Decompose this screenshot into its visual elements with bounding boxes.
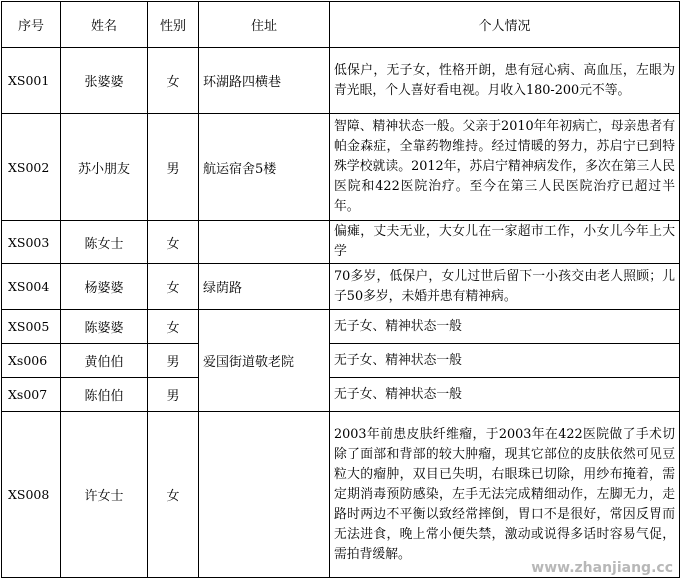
table-row xyxy=(2,264,680,310)
table-row xyxy=(2,114,680,221)
header-name: 姓名 xyxy=(61,2,148,48)
cell-address xyxy=(199,221,330,264)
cell-info: 偏瘫，丈夫无业，大女儿在一家超市工作，小女儿今年上大学 xyxy=(330,221,680,264)
cell-name: 陈女士 xyxy=(61,221,148,264)
cell-info: 智障、精神状态一般。父亲于2010年年初病亡，母亲患者有帕金森症，全靠药物维持。经过情暖的努力，苏启宁已到特殊学校就读。2012年，苏启宁精神病发作，多次在第三人民医院和422医院治疗。至今在第三人民医院治疗已超过半年。 xyxy=(330,114,680,221)
cell-address: 环湖路四横巷 xyxy=(199,48,330,114)
table-row xyxy=(2,344,680,378)
cell-id: XS008 xyxy=(2,412,61,578)
cell-address xyxy=(199,412,330,578)
cell-name: 苏小朋友 xyxy=(61,114,148,221)
cell-gender: 男 xyxy=(148,378,199,412)
table-row xyxy=(2,221,680,264)
resident-table xyxy=(1,1,680,578)
cell-id: Xs007 xyxy=(2,378,61,412)
header-info: 个人情况 xyxy=(330,2,680,48)
cell-info: 无子女、精神状态一般 xyxy=(330,310,680,344)
table-row xyxy=(2,310,680,344)
table-header-row xyxy=(2,2,680,48)
cell-gender: 女 xyxy=(148,412,199,578)
table-row xyxy=(2,378,680,412)
header-id: 序号 xyxy=(2,2,61,48)
table-row xyxy=(2,412,680,578)
cell-id: Xs006 xyxy=(2,344,61,378)
cell-id: XS003 xyxy=(2,221,61,264)
cell-gender: 女 xyxy=(148,310,199,344)
table-row xyxy=(2,48,680,114)
cell-gender: 女 xyxy=(148,48,199,114)
cell-info: 70多岁，低保户，女儿过世后留下一小孩交由老人照顾；儿子50多岁，未婚并患有精神病。 xyxy=(330,264,680,310)
cell-name: 黄伯伯 xyxy=(61,344,148,378)
cell-name: 陈伯伯 xyxy=(61,378,148,412)
cell-gender: 男 xyxy=(148,114,199,221)
cell-gender: 男 xyxy=(148,344,199,378)
cell-gender: 女 xyxy=(148,264,199,310)
cell-name: 张婆婆 xyxy=(61,48,148,114)
cell-id: XS001 xyxy=(2,48,61,114)
cell-id: XS005 xyxy=(2,310,61,344)
cell-info: 无子女、精神状态一般 xyxy=(330,378,680,412)
watermark-text: www.zhanjiang.cc xyxy=(531,560,673,576)
cell-id: XS002 xyxy=(2,114,61,221)
header-gender: 性别 xyxy=(148,2,199,48)
cell-id: XS004 xyxy=(2,264,61,310)
cell-gender: 女 xyxy=(148,221,199,264)
cell-info: 2003年前患皮肤纤维瘤，于2003年在422医院做了手术切除了面部和背部的较大肿瘤，现其它部位的皮肤依然可见豆粒大的瘤肿，双目已失明，右眼珠已切除，用纱布掩着，需定期消毒预防感染，左手无法完成精细动作，左脚无力，走路时两边不平衡以致经常摔倒，胃口不是很好，常因反胃而无法进食，晚上常小便失禁，激动或说得多话时容易气促，需拍背缓解。 xyxy=(330,412,680,578)
header-address: 住址 xyxy=(199,2,330,48)
cell-name: 杨婆婆 xyxy=(61,264,148,310)
cell-address: 绿荫路 xyxy=(199,264,330,310)
cell-info: 低保户，无子女，性格开朗，患有冠心病、高血压，左眼为青光眼，个人喜好看电视。月收入180-200元不等。 xyxy=(330,48,680,114)
cell-info: 无子女、精神状态一般 xyxy=(330,344,680,378)
cell-name: 许女士 xyxy=(61,412,148,578)
cell-name: 陈婆婆 xyxy=(61,310,148,344)
cell-address-merged: 爱国街道敬老院 xyxy=(199,310,330,412)
cell-address: 航运宿舍5楼 xyxy=(199,114,330,221)
